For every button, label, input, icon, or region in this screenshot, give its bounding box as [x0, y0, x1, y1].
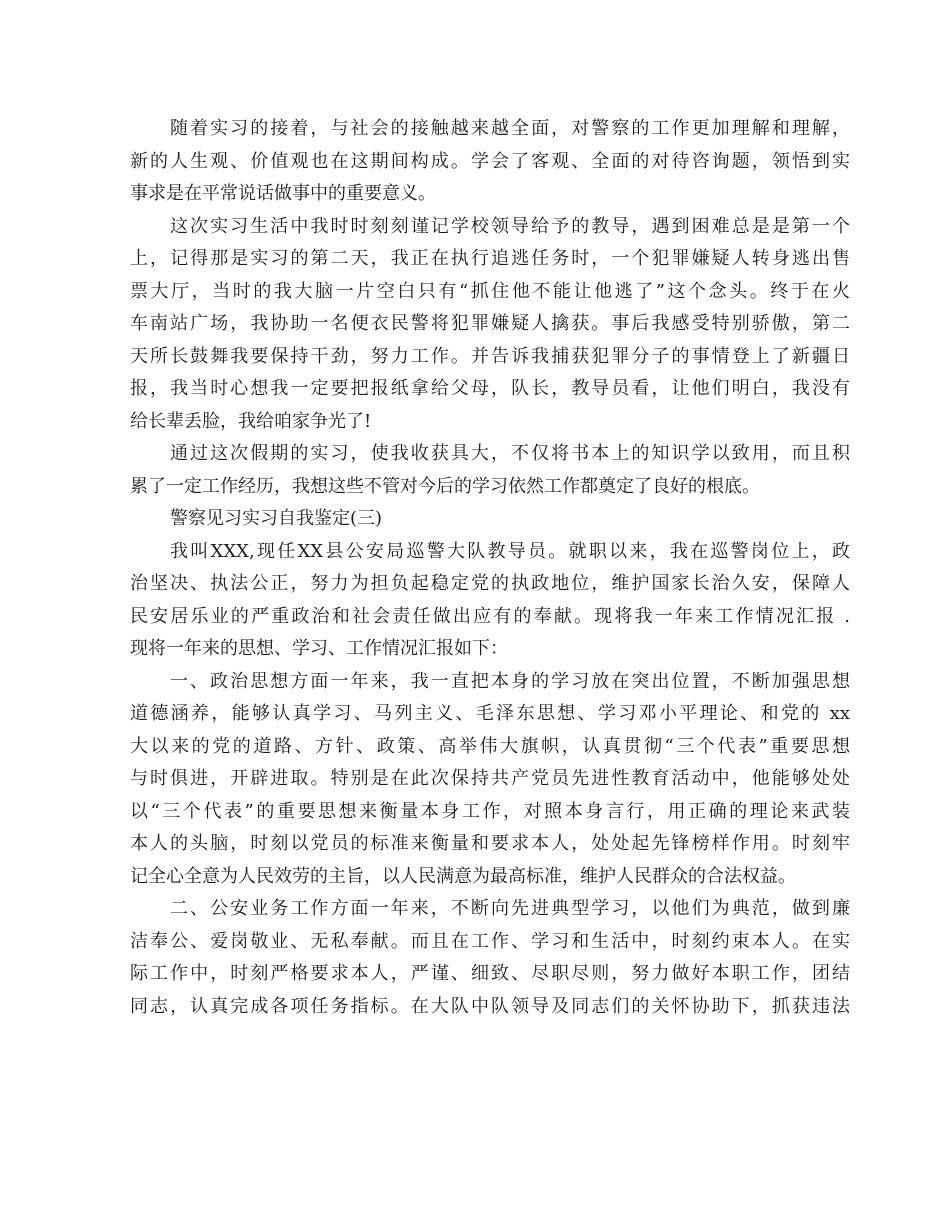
- text-line: 洁奉公、爱岗敬业、无私奉献。而且在工作、学习和生活中，时刻约束本人。在实: [130, 930, 850, 952]
- text-line: 给长辈丢脸，我给咱家争光了!: [130, 410, 372, 432]
- text-line: 治坚决、执法公正，努力为担负起稳定党的执政地位，维护国家长治久安，保障人: [130, 573, 850, 594]
- text-line: 上，记得那是实习的第二天，我正在执行追逃任务时，一个犯罪嫌疑人转身逃出售: [130, 248, 850, 269]
- text-line: 大以来的党的道路、方针、政策、高举伟大旗帜，认真贯彻“三个代表”重要思想: [130, 735, 850, 757]
- text-line: 记全心全意为人民效劳的主旨，以人民满意为最高标准，维护人民群众的合法权益。: [130, 865, 796, 887]
- text-line: 票大厅，当时的我大脑一片空白只有“抓住他不能让他逃了”这个念头。终于在火: [130, 280, 850, 302]
- document-body: [130, 113, 850, 1023]
- text-line: 二、公安业务工作方面一年来，不断向先进典型学习，以他们为典范，做到廉: [170, 898, 850, 919]
- text-line: 一、政治思想方面一年来，我一直把本身的学习放在突出位置，不断加强思想: [170, 670, 850, 692]
- text-line: 事求是在平常说话做事中的重要意义。: [130, 183, 436, 204]
- text-line: 我叫XXX,现任XX县公安局巡警大队教导员。就职以来，我在巡警岗位上，政: [170, 540, 850, 562]
- text-line: 报，我当时心想我一定要把报纸拿给父母，队长，教导员看，让他们明白，我没有: [130, 378, 850, 399]
- text-line: 通过这次假期的实习，使我收获具大，不仅将书本上的知识学以致用，而且积: [170, 443, 850, 464]
- text-line: 天所长鼓舞我要保持干劲，努力工作。并告诉我捕获犯罪分子的事情登上了新疆日: [130, 345, 850, 367]
- text-line: 道德涵养，能够认真学习、马列主义、毛泽东思想、学习邓小平理论、和党的 xx: [130, 703, 850, 724]
- text-line: 同志，认真完成各项任务指标。在大队中队领导及同志们的关怀协助下，抓获违法: [130, 995, 850, 1017]
- text-line: 民安居乐业的严重政治和社会责任做出应有的奉献。现将我一年来工作情况汇报 .: [130, 605, 850, 627]
- text-line: 际工作中，时刻严格要求本人，严谨、细致、尽职尽则，努力做好本职工作，团结: [130, 963, 850, 984]
- text-line: 这次实习生活中我时时刻刻谨记学校领导给予的教导，遇到困难总是是第一个: [170, 215, 850, 237]
- text-line: 现将一年来的思想、学习、工作情况汇报如下：: [130, 638, 508, 659]
- text-line: 本人的头脑，时刻以党员的标准来衡量和要求本人，处处起先锋榜样作用。时刻牢: [130, 833, 850, 854]
- text-line: 累了一定工作经历，我想这些不管对今后的学习依然工作都奠定了良好的根底。: [130, 475, 760, 497]
- text-line: 随着实习的接着，与社会的接触越来越全面，对警察的工作更加理解和理解，: [170, 118, 850, 139]
- section-heading: 警察见习实习自我鉴定(三): [170, 508, 383, 529]
- text-line: 新的人生观、价值观也在这期间构成。学会了客观、全面的对待咨询题，领悟到实: [130, 150, 850, 172]
- text-line: 车南站广场，我协助一名便衣民警将犯罪嫌疑人擒获。事后我感受特别骄傲，第二: [130, 313, 850, 334]
- text-line: 与时俱进，开辟进取。特别是在此次保持共产党员先进性教育活动中，他能够处处: [130, 768, 850, 789]
- text-line: 以“三个代表”的重要思想来衡量本身工作，对照本身言行，用正确的理论来武装: [130, 800, 850, 822]
